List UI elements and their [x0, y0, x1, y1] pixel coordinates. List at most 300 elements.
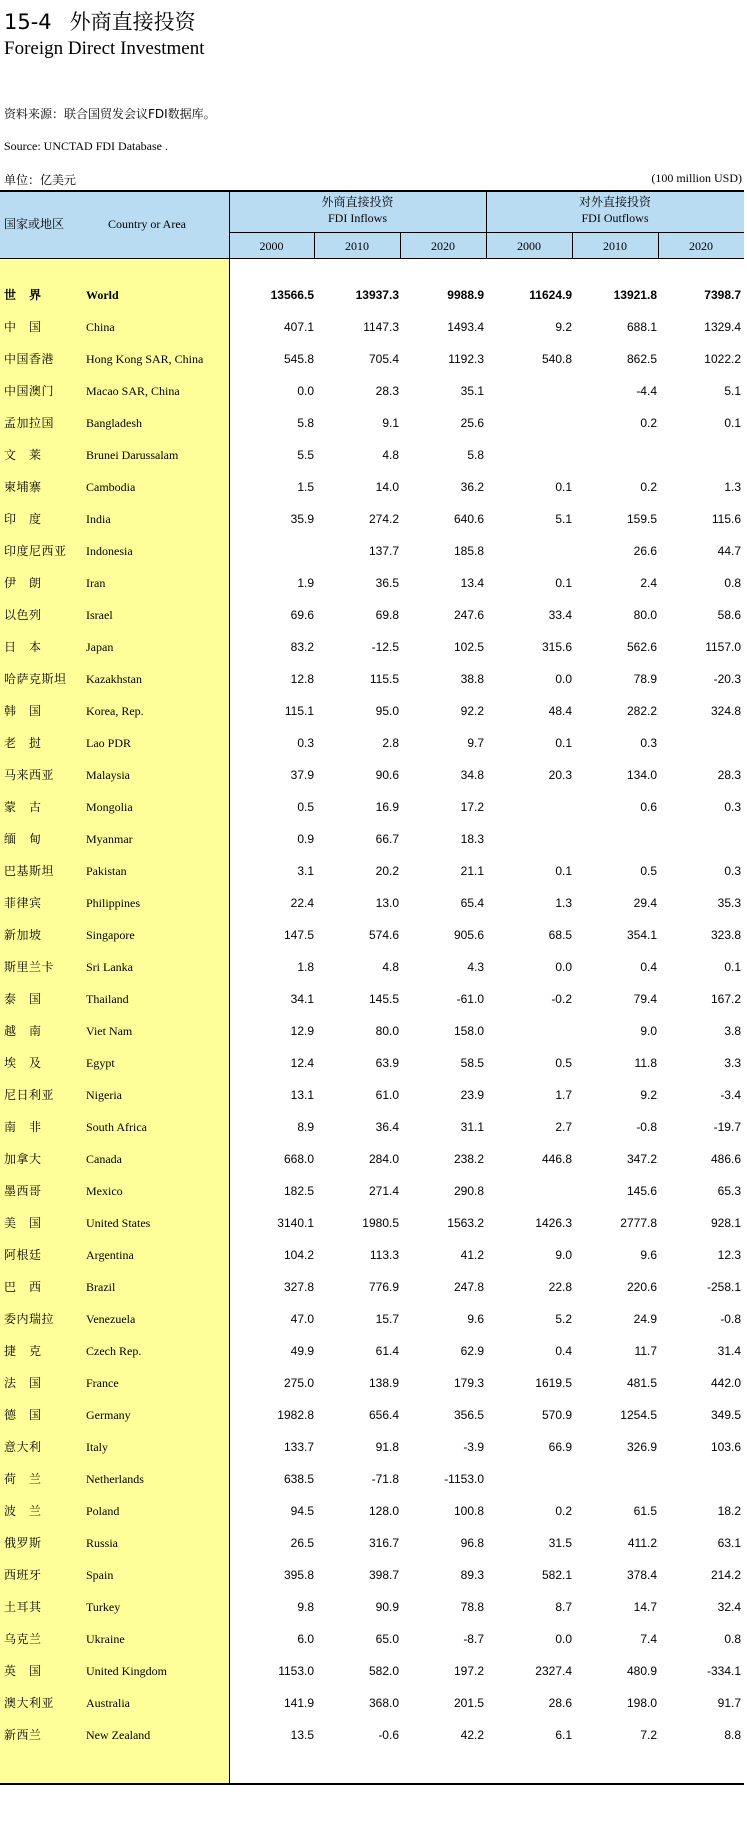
- value-cell: 2.8: [382, 736, 399, 750]
- value-cell: 6.0: [297, 1632, 314, 1646]
- value-cell: 34.1: [290, 992, 314, 1006]
- value-cell: 0.0: [555, 1632, 572, 1646]
- value-cell: 5.2: [555, 1312, 572, 1326]
- header-inflows-cn: 外商直接投资: [321, 195, 394, 209]
- region-name-en: India: [86, 512, 111, 526]
- value-cell: 656.4: [368, 1408, 399, 1422]
- value-cell: 1.7: [555, 1088, 572, 1102]
- value-cell: 179.3: [453, 1376, 484, 1390]
- region-name-en: Myanmar: [86, 832, 133, 846]
- value-cell: 14.0: [375, 480, 399, 494]
- region-name-en: Italy: [86, 1440, 108, 1454]
- value-cell: 47.0: [290, 1312, 314, 1326]
- value-cell: 1.8: [297, 960, 314, 974]
- value-cell: 688.1: [626, 320, 657, 334]
- value-cell: 7.2: [640, 1728, 657, 1742]
- value-cell: 395.8: [283, 1568, 314, 1582]
- value-cell: 1147.3: [363, 320, 399, 334]
- table-title-en: Foreign Direct Investment: [4, 38, 205, 59]
- value-cell: 1982.8: [277, 1408, 314, 1422]
- table-row: [0, 1079, 744, 1111]
- value-cell: 5.8: [297, 416, 314, 430]
- table-row: [0, 1399, 744, 1431]
- value-cell: 13921.8: [613, 288, 657, 302]
- region-name-en: Spain: [86, 1568, 114, 1582]
- table-row: [0, 1495, 744, 1527]
- table-row: [0, 759, 744, 791]
- region-name-en: Ukraine: [86, 1632, 125, 1646]
- value-cell: -4.4: [636, 384, 657, 398]
- region-name-cn: 荷 兰: [4, 1472, 42, 1486]
- value-cell: 638.5: [283, 1472, 314, 1486]
- value-cell: 0.0: [555, 960, 572, 974]
- value-cell: 284.0: [368, 1152, 399, 1166]
- region-name-en: Canada: [86, 1152, 122, 1166]
- value-cell: 96.8: [460, 1536, 484, 1550]
- table-row: [0, 855, 744, 887]
- region-name-en: Viet Nam: [86, 1024, 133, 1038]
- value-cell: 12.4: [290, 1056, 314, 1070]
- value-cell: 7.4: [640, 1632, 657, 1646]
- region-name-cn: 蒙 古: [4, 800, 42, 814]
- value-cell: 0.1: [555, 736, 572, 750]
- value-cell: 12.3: [717, 1248, 741, 1262]
- value-cell: 28.6: [548, 1696, 572, 1710]
- value-cell: 1980.5: [362, 1216, 399, 1230]
- value-cell: 1493.4: [447, 320, 484, 334]
- value-cell: 486.6: [710, 1152, 741, 1166]
- value-cell: 238.2: [453, 1152, 484, 1166]
- value-cell: 9.6: [640, 1248, 657, 1262]
- value-cell: 247.6: [453, 608, 484, 622]
- value-cell: 69.8: [375, 608, 399, 622]
- header-year: 2020: [689, 239, 713, 253]
- region-name-en: Korea, Rep.: [86, 704, 144, 718]
- value-cell: 928.1: [710, 1216, 741, 1230]
- value-cell: 275.0: [283, 1376, 314, 1390]
- value-cell: 1619.5: [535, 1376, 572, 1390]
- value-cell: 13.4: [460, 576, 484, 590]
- value-cell: 0.3: [640, 736, 657, 750]
- region-name-en: United Kingdom: [86, 1664, 167, 1678]
- value-cell: 25.6: [460, 416, 484, 430]
- value-cell: 347.2: [626, 1152, 657, 1166]
- value-cell: 61.5: [633, 1504, 657, 1518]
- table-row: [0, 471, 744, 503]
- value-cell: 705.4: [368, 352, 399, 366]
- value-cell: 103.6: [710, 1440, 741, 1454]
- table-row: [0, 663, 744, 695]
- header-year: 2000: [259, 239, 284, 253]
- value-cell: 582.1: [541, 1568, 572, 1582]
- value-cell: 17.2: [460, 800, 484, 814]
- value-cell: 24.9: [633, 1312, 657, 1326]
- value-cell: 0.2: [640, 416, 657, 430]
- value-cell: 905.6: [453, 928, 484, 942]
- region-name-cn: 韩 国: [4, 704, 42, 718]
- value-cell: 201.5: [453, 1696, 484, 1710]
- value-cell: 158.0: [453, 1024, 484, 1038]
- region-name-cn: 美 国: [4, 1216, 42, 1230]
- region-name-en: Israel: [86, 608, 113, 622]
- value-cell: 95.0: [375, 704, 399, 718]
- value-cell: 480.9: [626, 1664, 657, 1678]
- region-name-cn: 尼日利亚: [4, 1088, 55, 1102]
- table-row: [0, 503, 744, 535]
- value-cell: 3.8: [724, 1024, 741, 1038]
- value-cell: 13.1: [290, 1088, 314, 1102]
- value-cell: 61.4: [375, 1344, 399, 1358]
- region-name-en: Mexico: [86, 1184, 123, 1198]
- value-cell: 562.6: [626, 640, 657, 654]
- table-row: [0, 791, 744, 823]
- value-cell: 8.9: [297, 1120, 314, 1134]
- region-name-en: France: [86, 1376, 119, 1390]
- value-cell: 446.8: [541, 1152, 572, 1166]
- value-cell: 323.8: [710, 928, 741, 942]
- value-cell: 62.9: [460, 1344, 484, 1358]
- value-cell: 368.0: [368, 1696, 399, 1710]
- region-name-cn: 哈萨克斯坦: [4, 672, 67, 686]
- value-cell: 8.8: [724, 1728, 741, 1742]
- value-cell: 282.2: [626, 704, 657, 718]
- value-cell: 2.4: [640, 576, 657, 590]
- value-cell: 9.0: [640, 1024, 657, 1038]
- table-row: [0, 695, 744, 727]
- region-name-cn: 印度尼西亚: [4, 544, 67, 558]
- value-cell: 89.3: [460, 1568, 484, 1582]
- table-row: [0, 343, 744, 375]
- value-cell: -258.1: [706, 1280, 741, 1294]
- value-cell: 398.7: [368, 1568, 399, 1582]
- region-name-en: Lao PDR: [86, 736, 131, 750]
- value-cell: 13.5: [290, 1728, 314, 1742]
- value-cell: 63.1: [717, 1536, 741, 1550]
- value-cell: 0.2: [555, 1504, 572, 1518]
- value-cell: 26.6: [633, 544, 657, 558]
- header-year: 2010: [345, 239, 369, 253]
- value-cell: 90.6: [375, 768, 399, 782]
- header-region-en: Country or Area: [108, 217, 186, 231]
- value-cell: 18.2: [717, 1504, 741, 1518]
- value-cell: 141.9: [283, 1696, 314, 1710]
- table-row: [0, 823, 744, 855]
- value-cell: 8.7: [555, 1600, 572, 1614]
- value-cell: 1.3: [724, 480, 741, 494]
- value-cell: 349.5: [710, 1408, 741, 1422]
- value-cell: 145.6: [626, 1184, 657, 1198]
- region-name-en: Thailand: [86, 992, 129, 1006]
- value-cell: 138.9: [368, 1376, 399, 1390]
- table-row: [0, 1271, 744, 1303]
- table-row: [0, 1527, 744, 1559]
- region-name-en: Mongolia: [86, 800, 133, 814]
- value-cell: 69.6: [290, 608, 314, 622]
- table-row: [0, 951, 744, 983]
- header-year: 2010: [603, 239, 627, 253]
- value-cell: 0.3: [724, 800, 741, 814]
- value-cell: -0.8: [636, 1120, 657, 1134]
- value-cell: 80.0: [375, 1024, 399, 1038]
- value-cell: 7398.7: [704, 288, 741, 302]
- value-cell: 35.9: [290, 512, 314, 526]
- value-cell: 9.1: [382, 416, 399, 430]
- value-cell: 0.8: [724, 576, 741, 590]
- region-name-cn: 泰 国: [4, 992, 42, 1006]
- value-cell: 9.2: [555, 320, 572, 334]
- value-cell: 83.2: [290, 640, 314, 654]
- value-cell: 137.7: [368, 544, 399, 558]
- header-region-cn: 国家或地区: [4, 217, 65, 231]
- region-name-cn: 文 莱: [4, 448, 42, 462]
- region-name-cn: 加拿大: [4, 1152, 42, 1166]
- value-cell: 90.9: [375, 1600, 399, 1614]
- value-cell: 91.8: [375, 1440, 399, 1454]
- table-row: [0, 1463, 744, 1495]
- value-cell: 862.5: [626, 352, 657, 366]
- value-cell: 33.4: [548, 608, 572, 622]
- value-cell: 407.1: [283, 320, 314, 334]
- region-name-cn: 中国香港: [4, 352, 55, 366]
- table-row: [0, 407, 744, 439]
- value-cell: 66.9: [548, 1440, 572, 1454]
- value-cell: 12.8: [290, 672, 314, 686]
- region-name-en: Germany: [86, 1408, 131, 1422]
- region-name-en: Malaysia: [86, 768, 130, 782]
- value-cell: 49.9: [290, 1344, 314, 1358]
- table-row-world: [0, 279, 744, 311]
- region-name-cn: 澳大利亚: [4, 1696, 55, 1710]
- value-cell: 66.7: [375, 832, 399, 846]
- value-cell: 2.7: [555, 1120, 572, 1134]
- region-name-en: World: [86, 288, 119, 302]
- table-row: [0, 1239, 744, 1271]
- value-cell: 0.9: [297, 832, 314, 846]
- value-cell: 1153.0: [278, 1664, 314, 1678]
- value-cell: 34.8: [460, 768, 484, 782]
- region-name-en: Brazil: [86, 1280, 116, 1294]
- value-cell: 185.8: [453, 544, 484, 558]
- region-name-cn: 德 国: [4, 1408, 42, 1422]
- region-name-cn: 印 度: [4, 512, 42, 526]
- region-name-cn: 老 挝: [4, 736, 42, 750]
- value-cell: 2777.8: [620, 1216, 657, 1230]
- region-name-cn: 捷 克: [4, 1344, 42, 1358]
- value-cell: 1.9: [297, 576, 314, 590]
- region-name-en: Cambodia: [86, 480, 136, 494]
- value-cell: 356.5: [453, 1408, 484, 1422]
- table-row: [0, 1719, 744, 1751]
- value-cell: 0.4: [640, 960, 657, 974]
- value-cell: 9.7: [467, 736, 484, 750]
- value-cell: 11.8: [634, 1056, 657, 1070]
- value-cell: 9.2: [640, 1088, 657, 1102]
- value-cell: 20.3: [548, 768, 572, 782]
- value-cell: 0.5: [297, 800, 314, 814]
- header-inflows-en: FDI Inflows: [328, 211, 387, 225]
- region-name-en: Hong Kong SAR, China: [86, 352, 204, 366]
- value-cell: 167.2: [710, 992, 741, 1006]
- value-cell: 36.4: [375, 1120, 399, 1134]
- value-cell: 12.9: [290, 1024, 314, 1038]
- table-row: [0, 887, 744, 919]
- value-cell: 0.3: [724, 864, 741, 878]
- region-name-en: Egypt: [86, 1056, 115, 1070]
- value-cell: 2327.4: [535, 1664, 572, 1678]
- value-cell: 4.8: [382, 960, 399, 974]
- region-name-en: Macao SAR, China: [86, 384, 180, 398]
- value-cell: 0.1: [555, 480, 572, 494]
- value-cell: 80.0: [633, 608, 657, 622]
- value-cell: 776.9: [368, 1280, 399, 1294]
- value-cell: 5.1: [724, 384, 741, 398]
- value-cell: 4.3: [467, 960, 484, 974]
- region-name-cn: 缅 甸: [4, 832, 42, 846]
- unit-label-cn: 单位：亿美元: [4, 173, 77, 187]
- table-row: [0, 919, 744, 951]
- value-cell: 78.8: [460, 1600, 484, 1614]
- value-cell: 0.1: [555, 864, 572, 878]
- value-cell: 68.5: [548, 928, 572, 942]
- value-cell: 113.3: [369, 1248, 399, 1262]
- table-top-rule: [0, 190, 744, 192]
- value-cell: 0.5: [640, 864, 657, 878]
- value-cell: 247.8: [453, 1280, 484, 1294]
- region-name-cn: 南 非: [4, 1120, 42, 1134]
- value-cell: 1426.3: [535, 1216, 572, 1230]
- value-cell: 22.8: [548, 1280, 572, 1294]
- value-cell: 115.5: [369, 672, 399, 686]
- value-cell: 133.7: [283, 1440, 314, 1454]
- value-cell: 6.1: [555, 1728, 572, 1742]
- value-cell: 214.2: [710, 1568, 741, 1582]
- region-name-en: Sri Lanka: [86, 960, 133, 974]
- value-cell: 14.7: [633, 1600, 657, 1614]
- region-name-cn: 英 国: [4, 1664, 42, 1678]
- table-row: [0, 1367, 744, 1399]
- value-cell: 290.8: [453, 1184, 484, 1198]
- value-cell: 0.1: [724, 960, 741, 974]
- table-row: [0, 1559, 744, 1591]
- value-cell: 574.6: [368, 928, 399, 942]
- value-cell: 21.1: [460, 864, 484, 878]
- table-row: [0, 1687, 744, 1719]
- value-cell: 37.9: [290, 768, 314, 782]
- region-name-cn: 菲律宾: [4, 896, 42, 910]
- region-name-cn: 以色列: [4, 608, 42, 622]
- region-name-en: China: [86, 320, 115, 334]
- value-cell: 442.0: [710, 1376, 741, 1390]
- value-cell: 20.2: [375, 864, 399, 878]
- value-cell: 354.1: [626, 928, 657, 942]
- value-cell: 1254.5: [620, 1408, 657, 1422]
- value-cell: 316.7: [368, 1536, 399, 1550]
- value-cell: 315.6: [541, 640, 572, 654]
- value-cell: 31.4: [717, 1344, 741, 1358]
- value-cell: 26.5: [290, 1536, 314, 1550]
- value-cell: 11624.9: [529, 288, 572, 302]
- value-cell: 570.9: [541, 1408, 572, 1422]
- value-cell: 182.5: [283, 1184, 314, 1198]
- region-name-en: New Zealand: [86, 1728, 151, 1742]
- value-cell: 145.5: [368, 992, 399, 1006]
- value-cell: 0.6: [640, 800, 657, 814]
- value-cell: 0.3: [297, 736, 314, 750]
- value-cell: 35.3: [717, 896, 741, 910]
- table-row: [0, 1111, 744, 1143]
- region-name-cn: 俄罗斯: [4, 1536, 42, 1550]
- table-title-cn: 外商直接投资: [69, 10, 196, 34]
- value-cell: 134.0: [626, 768, 657, 782]
- region-name-cn: 孟加拉国: [4, 416, 55, 430]
- table-number: 15-4: [4, 10, 52, 34]
- value-cell: 28.3: [375, 384, 399, 398]
- value-cell: -12.5: [371, 640, 399, 654]
- value-cell: -71.8: [371, 1472, 399, 1486]
- value-cell: -0.8: [720, 1312, 741, 1326]
- value-cell: 63.9: [375, 1056, 399, 1070]
- value-cell: 28.3: [717, 768, 741, 782]
- value-cell: 23.9: [460, 1088, 484, 1102]
- value-cell: 9.0: [555, 1248, 572, 1262]
- value-cell: 1563.2: [447, 1216, 484, 1230]
- value-cell: 0.1: [555, 576, 572, 590]
- region-name-cn: 意大利: [4, 1440, 42, 1454]
- region-name-en: Pakistan: [86, 864, 127, 878]
- table-row: [0, 1047, 744, 1079]
- value-cell: 327.8: [283, 1280, 314, 1294]
- table-row: [0, 311, 744, 343]
- value-cell: 1329.4: [704, 320, 741, 334]
- value-cell: 22.4: [290, 896, 314, 910]
- value-cell: -3.9: [463, 1440, 484, 1454]
- value-cell: 35.1: [460, 384, 484, 398]
- table-row: [0, 535, 744, 567]
- region-name-cn: 波 兰: [4, 1504, 42, 1518]
- value-cell: 42.2: [460, 1728, 484, 1742]
- value-cell: -61.0: [456, 992, 484, 1006]
- value-cell: -334.1: [706, 1664, 741, 1678]
- value-cell: 91.7: [717, 1696, 741, 1710]
- value-cell: 65.4: [460, 896, 484, 910]
- table-row: [0, 631, 744, 663]
- value-cell: 31.1: [460, 1120, 484, 1134]
- table-row: [0, 375, 744, 407]
- unit-label-en: (100 million USD): [651, 171, 742, 185]
- value-cell: 9988.9: [447, 288, 484, 302]
- table-row: [0, 1143, 744, 1175]
- header-year: 2000: [517, 239, 541, 253]
- value-cell: 58.6: [717, 608, 741, 622]
- value-cell: 3.3: [724, 1056, 741, 1070]
- value-cell: -20.3: [713, 672, 741, 686]
- region-name-en: Netherlands: [86, 1472, 144, 1486]
- value-cell: 1192.3: [448, 352, 484, 366]
- table-row: [0, 1623, 744, 1655]
- value-cell: 61.0: [375, 1088, 399, 1102]
- region-name-en: Brunei Darussalam: [86, 448, 179, 462]
- value-cell: 78.9: [633, 672, 657, 686]
- value-cell: 540.8: [541, 352, 572, 366]
- value-cell: 1.3: [555, 896, 572, 910]
- region-name-cn: 巴 西: [4, 1280, 42, 1294]
- value-cell: 115.6: [711, 512, 741, 526]
- value-cell: 16.9: [375, 800, 399, 814]
- value-cell: 220.6: [626, 1280, 657, 1294]
- region-name-cn: 中国澳门: [4, 384, 55, 398]
- region-name-en: Indonesia: [86, 544, 133, 558]
- fdi-table: [0, 190, 744, 1785]
